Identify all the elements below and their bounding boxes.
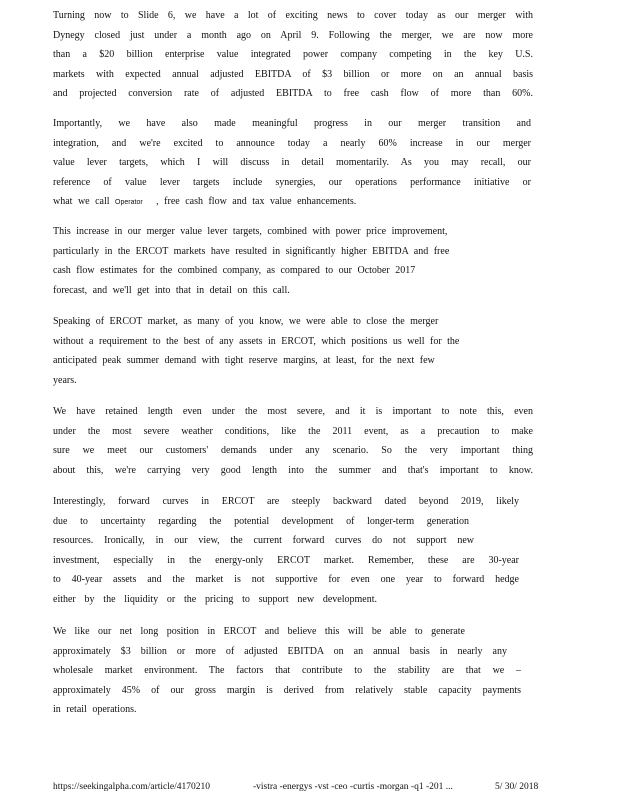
text-line: years. bbox=[53, 374, 77, 386]
text-fragment: what we call bbox=[53, 196, 110, 208]
paragraph-net-long-position bbox=[53, 622, 521, 720]
footer-url[interactable]: https://seekingalpha.com/article/4170210 bbox=[53, 782, 210, 792]
operator-label: Operator bbox=[115, 199, 143, 207]
text-line: This increase in our merger value lever targets, combined with power price improvement, bbox=[53, 226, 448, 237]
text-line: either by the liquidity or the pricing to support new development. bbox=[53, 593, 377, 605]
paragraph-forward-curves bbox=[53, 492, 519, 610]
text-line: and projected conversion rate of adjusted EBITDA to free cash flow of more than 60%. bbox=[53, 88, 533, 100]
footer-date: 5/ 30/ 2018 bbox=[495, 782, 539, 792]
text-line: due to uncertainty regarding the potential development of longer-term generation bbox=[53, 515, 469, 527]
text-line: Turning now to Slide 6, we have a lot of exciting news to cover today as our merger with bbox=[53, 10, 533, 21]
text-line: reference of value lever targets include synergies, our operations performance initiative or bbox=[53, 176, 531, 188]
text-line: cash flow estimates for the combined company, as compared to our October 2017 bbox=[53, 265, 416, 277]
text-line: integration, and we're excited to announce today a nearly 60% increase in our merger bbox=[53, 137, 531, 149]
paragraph-price-improvement bbox=[53, 222, 533, 300]
text-line: approximately 45% of our gross margin is derived from relatively stable capacity payments bbox=[53, 684, 521, 696]
text-line: particularly in the ERCOT markets have resulted in significantly higher EBITDA and free bbox=[53, 245, 450, 257]
text-line: in retail operations. bbox=[53, 704, 137, 716]
text-line: to 40-year assets and the market is not supportive for even one year to forward hedge bbox=[53, 574, 519, 586]
text-line bbox=[53, 192, 531, 213]
text-fragment: , free cash flow and tax value enhancements. bbox=[156, 196, 357, 208]
paragraph-value-lever-targets bbox=[53, 114, 531, 213]
text-line: without a requirement to the best of any assets in ERCOT, which positions us well for the bbox=[53, 335, 460, 347]
text-line: sure we meet our customers' demands under any scenario. So the very important thing bbox=[53, 445, 533, 457]
text-line: than a $20 billion enterprise value integrated power company competing in the key U.S. bbox=[53, 49, 533, 61]
text-line: forecast, and we'll get into that in detail on this call. bbox=[53, 284, 290, 296]
text-line: under the most severe weather conditions, like the 2011 event, as a precaution to make bbox=[53, 425, 533, 437]
footer-article-slug: -vistra -energys -vst -ceo -curtis -morgan -q1 -201 ... bbox=[253, 782, 453, 792]
paragraph-ercot-market bbox=[53, 312, 533, 390]
text-line: Dynegy closed just under a month ago on April 9. Following the merger, we are now more bbox=[53, 29, 533, 41]
text-line: approximately $3 billion or more of adjusted EBITDA on an annual basis in nearly any bbox=[53, 645, 507, 657]
text-line: We like our net long position in ERCOT and believe this will be able to generate bbox=[53, 626, 465, 637]
text-line: Importantly, we have also made meaningful progress in our merger transition and bbox=[53, 118, 531, 129]
text-line: anticipated peak summer demand with tight reserve margins, at least, for the next few bbox=[53, 355, 435, 367]
text-line: wholesale market environment. The factors that contribute to the stability are that we – bbox=[53, 665, 521, 677]
text-line: about this, we're carrying very good length into the summer and that's important to know. bbox=[53, 464, 533, 476]
text-line: markets with expected annual adjusted EBITDA of $3 billion or more on an annual basis bbox=[53, 68, 533, 80]
text-line: investment, especially in the energy-only ERCOT market. Remember, these are 30-year bbox=[53, 554, 519, 566]
text-line: Interestingly, forward curves in ERCOT are steeply backward dated beyond 2019, likely bbox=[53, 496, 519, 507]
paragraph-retained-length bbox=[53, 402, 533, 480]
text-line: We have retained length even under the most severe, and it is important to note this, even bbox=[53, 406, 533, 417]
text-line: Speaking of ERCOT market, as many of you know, we were able to close the merger bbox=[53, 316, 439, 327]
paragraph-merger-overview bbox=[53, 6, 533, 104]
text-line: value lever targets, which I will discuss in detail momentarily. As you may recall, our bbox=[53, 157, 531, 169]
text-line: resources. Ironically, in our view, the current forward curves do not support new bbox=[53, 535, 474, 547]
